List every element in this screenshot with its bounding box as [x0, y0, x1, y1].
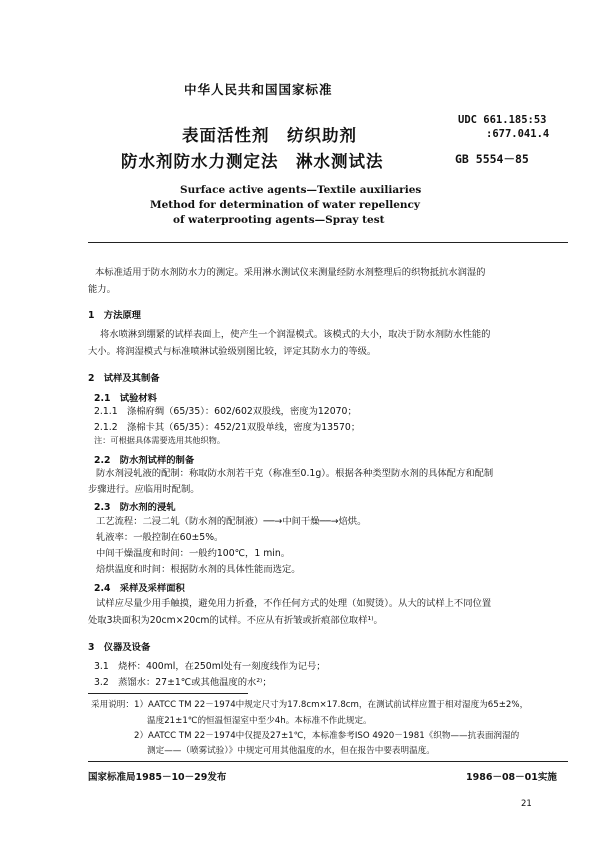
page-number: 21 — [521, 799, 532, 809]
section-2-3: 2.3 防水剂的浸轧 — [94, 502, 176, 513]
note-2-line2: 测定——（喷雾试验）》中规定可用其他温度的水，但在报告中要表明温度。 — [147, 746, 435, 756]
intro-line2: 能力。 — [88, 284, 116, 295]
section-2-3-line3: 中间干燥温度和时间：一般约100℃，1 min。 — [96, 548, 291, 559]
title-en-line3: of waterprooting agents—Spray test — [173, 214, 385, 226]
notes-divider — [88, 693, 248, 694]
header-divider — [88, 242, 568, 243]
section-3-2: 3.2 蒸馏水：27±1℃或其他温度的水²⁾； — [94, 677, 272, 688]
section-2-4: 2.4 采样及采样面积 — [94, 583, 185, 594]
section-1-line1: 将水喷淋到绷紧的试样表面上，使产生一个润湿模式。该模式的大小，取决于防水剂防水性能的 — [100, 329, 491, 340]
section-2-3-line4: 焙烘温度和时间：根据防水剂的具体性能而选定。 — [96, 564, 301, 575]
note-2-line1: 2）AATCC TM 22－1974中仅提及27±1℃，本标准参考ISO 4920－1981《织物——抗表面润湿的 — [134, 731, 520, 741]
title-cn-line1: 表面活性剂 纺织助剂 — [182, 126, 357, 145]
section-3-heading: 3 仪器及设备 — [88, 642, 151, 653]
section-2-1: 2.1 试验材料 — [94, 393, 157, 404]
section-2-2-line1: 防水剂浸轧液的配制：称取防水剂若干克（称准至0.1g）。根据各种类型防水剂的具体配方和配制 — [96, 468, 494, 479]
title-en-line2: Method for determination of water repellency — [150, 199, 421, 211]
section-3-1: 3.1 烧杯：400ml，在250ml处有一刻度线作为记号； — [94, 661, 326, 672]
issued-date: 国家标准局1985－10－29发布 — [88, 772, 227, 783]
note-1-line1: 1）AATCC TM 22－1974中规定尺寸为17.8cm×17.8cm，在测试前试样应置于相对湿度为65±2%， — [134, 700, 529, 710]
section-2-1-1: 2.1.1 涤棉府绸（65/35）：602/602双股线，密度为12070； — [94, 406, 357, 417]
udc-line1: UDC 661.185:53 — [458, 114, 547, 126]
section-1-heading: 1 方法原理 — [88, 310, 141, 321]
section-2-heading: 2 试样及其制备 — [88, 373, 160, 384]
section-2-3-line2: 轧液率：一般控制在60±5%。 — [96, 532, 224, 543]
section-2-1-note: 注：可根据具体需要选用其他织物。 — [94, 435, 226, 445]
effective-date: 1986－08－01实施 — [466, 772, 557, 783]
section-2-2-line2: 步骤进行。应临用时配制。 — [88, 484, 200, 495]
note-1-line2: 温度21±1℃的恒温恒湿室中至少4h。本标准不作此规定。 — [147, 716, 372, 726]
section-2-3-line1: 工艺流程：二浸二轧（防水剂的配制液）──→中间干燥──→焙烘。 — [96, 516, 367, 527]
gb-code: GB 5554－85 — [455, 152, 529, 166]
section-2-4-line1: 试样应尽量少用手触摸，避免用力折叠，不作任何方式的处理（如熨烫）。从大的试样上不同位置 — [96, 598, 492, 609]
title-en-line1: Surface active agents—Textile auxiliaries — [180, 184, 422, 196]
standard-org: 中华人民共和国国家标准 — [184, 82, 333, 97]
intro-line1: 本标准适用于防水剂防水力的测定。采用淋水测试仪来测量经防水剂整理后的织物抵抗水润湿的 — [95, 267, 486, 278]
section-2-1-2: 2.1.2 涤棉卡其（65/35）：452/21双股单线，密度为13570； — [94, 422, 361, 433]
title-cn-line2: 防水剂防水力测定法 淋水测试法 — [121, 152, 384, 171]
notes-label: 采用说明： — [91, 700, 134, 710]
section-2-4-line2: 处取3块面积为20cm×20cm的试样。不应从有折皱或折痕部位取样¹⁾。 — [88, 615, 383, 626]
udc-line2: :677.041.4 — [486, 128, 550, 140]
section-1-line2: 大小。将润湿模式与标准喷淋试验级别图比较，评定其防水力的等级。 — [88, 346, 377, 357]
section-2-2: 2.2 防水剂试样的制备 — [94, 455, 195, 466]
footer-divider — [88, 761, 568, 762]
